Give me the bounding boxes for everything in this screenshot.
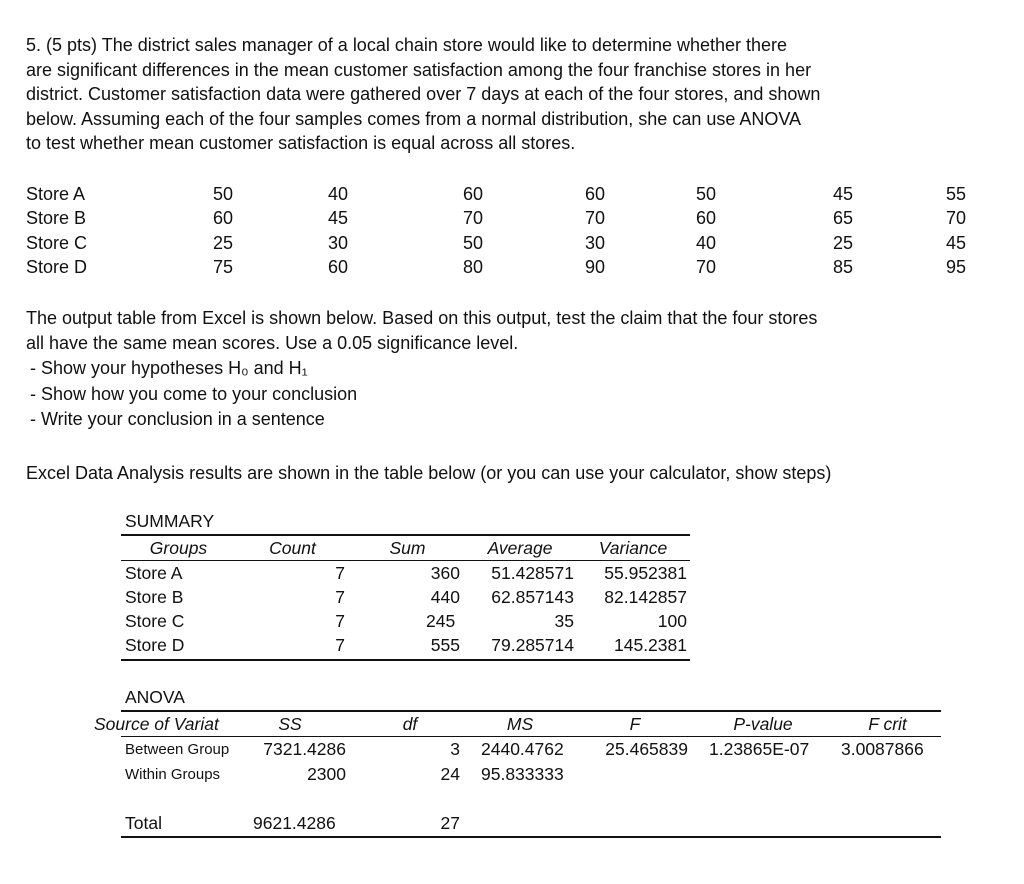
summary-row-variance: 55.952381 <box>604 563 687 583</box>
question-line: below. Assuming each of the four samples comes from a normal distribution, she can use ANOVA <box>26 108 802 129</box>
summary-row-count: 7 <box>335 611 345 631</box>
summary-header-rule <box>121 560 690 561</box>
data-value: 70 <box>462 208 483 228</box>
summary-row-group: Store B <box>125 587 184 607</box>
anova-header-pvalue: P-value <box>733 714 793 734</box>
summary-row-variance: 100 <box>657 611 687 631</box>
anova-row-ss: 2300 <box>307 764 346 784</box>
question-line: are significant differences in the mean customer satisfaction among the four franchise stores in her <box>26 59 812 80</box>
summary-row-average: 62.857143 <box>491 587 574 607</box>
data-row-store-a <box>26 182 1006 206</box>
data-value: 25 <box>832 233 853 253</box>
anova-header-ms: MS <box>506 714 534 734</box>
anova-header-source: Source of Variat <box>94 714 219 734</box>
anova-total-ss: 9621.4286 <box>253 813 336 833</box>
data-value: 30 <box>327 233 348 253</box>
instruction-bullets <box>30 356 357 433</box>
row-label: Store C <box>26 233 88 253</box>
summary-row-count: 7 <box>335 635 345 655</box>
summary-row-count: 7 <box>335 563 345 583</box>
summary-header-variance: Variance <box>598 538 668 558</box>
row-label: Store A <box>26 184 86 204</box>
anova-row-df: 24 <box>440 764 460 784</box>
data-value: 75 <box>212 257 233 277</box>
summary-header-groups: Groups <box>149 538 208 558</box>
bullet-item: - Show your hypotheses H₀ and H₁ <box>30 358 308 378</box>
data-value: 50 <box>462 233 483 253</box>
data-value: 50 <box>212 184 233 204</box>
summary-header-count: Count <box>269 538 316 558</box>
anova-row-source: Between Group <box>125 741 230 758</box>
data-value: 40 <box>327 184 348 204</box>
anova-title: ANOVA <box>125 687 185 707</box>
summary-row-average: 79.285714 <box>491 635 574 655</box>
summary-row-variance: 145.2381 <box>614 635 687 655</box>
data-value: 55 <box>945 184 966 204</box>
question-line: to test whether mean customer satisfaction is equal across all stores. <box>26 133 576 153</box>
anova-row-fcrit: 3.0087866 <box>841 739 924 759</box>
data-value: 60 <box>695 208 716 228</box>
data-value: 45 <box>327 208 348 228</box>
data-row-store-d <box>26 255 1006 279</box>
excel-note <box>26 461 831 486</box>
anova-row-f: 25.465839 <box>605 739 688 759</box>
anova-header-ss: SS <box>278 714 302 734</box>
data-value: 60 <box>327 257 348 277</box>
data-value: 80 <box>462 257 483 277</box>
data-value: 60 <box>584 184 605 204</box>
summary-row-group: Store C <box>125 611 185 631</box>
data-value: 25 <box>212 233 233 253</box>
data-value: 85 <box>832 257 853 277</box>
data-value: 90 <box>584 257 605 277</box>
data-value: 60 <box>212 208 233 228</box>
data-value: 45 <box>945 233 966 253</box>
data-value: 95 <box>945 257 966 277</box>
summary-row-count: 7 <box>335 587 345 607</box>
anova-bottom-rule <box>121 836 941 838</box>
data-value: 70 <box>695 257 716 277</box>
question-line: district. Customer satisfaction data were gathered over 7 days at each of the four stores, and shown <box>26 84 821 104</box>
summary-row-sum: 555 <box>430 635 460 655</box>
summary-row-average: 35 <box>554 611 574 631</box>
summary-row-group: Store A <box>125 563 183 583</box>
summary-row-average: 51.428571 <box>491 563 574 583</box>
anova-row-pvalue: 1.23865E-07 <box>709 739 810 759</box>
summary-row-group: Store D <box>125 635 185 655</box>
data-row-store-c <box>26 231 1006 255</box>
summary-header-average: Average <box>487 538 553 558</box>
anova-row-ms: 2440.4762 <box>481 739 564 759</box>
summary-row-sum: 360 <box>430 563 460 583</box>
anova-total-label: Total <box>125 813 162 833</box>
summary-bottom-rule <box>121 659 690 661</box>
data-value: 50 <box>695 184 716 204</box>
anova-total-df: 27 <box>440 813 460 833</box>
summary-row-variance: 82.142857 <box>604 587 687 607</box>
data-value: 70 <box>584 208 605 228</box>
anova-row-ms: 95.833333 <box>481 764 564 784</box>
anova-row-df: 3 <box>450 739 460 759</box>
instruction-line: all have the same mean scores. Use a 0.05 significance level. <box>26 332 519 353</box>
data-value: 70 <box>945 208 966 228</box>
data-value: 45 <box>832 184 853 204</box>
excel-note-line: Excel Data Analysis results are shown in the table below (or you can use your calculator, show steps) <box>26 463 832 483</box>
instructions-text <box>26 306 817 355</box>
summary-row-sum: 245 <box>426 611 456 631</box>
question-text <box>26 33 820 156</box>
row-label: Store D <box>26 257 88 277</box>
anova-row-ss: 7321.4286 <box>263 739 346 759</box>
summary-header-sum: Sum <box>389 538 426 558</box>
anova-row-source: Within Groups <box>125 766 221 783</box>
data-value: 65 <box>832 208 853 228</box>
data-value: 40 <box>695 233 716 253</box>
anova-header-df: df <box>402 714 418 734</box>
bullet-item: - Show how you come to your conclusion <box>30 383 358 404</box>
data-value: 60 <box>462 184 483 204</box>
summary-title: SUMMARY <box>125 511 215 531</box>
summary-top-rule <box>121 534 690 536</box>
data-value: 30 <box>584 233 605 253</box>
row-label: Store B <box>26 208 87 228</box>
summary-row-sum: 440 <box>430 587 460 607</box>
anova-top-rule <box>121 710 941 712</box>
data-row-store-b <box>26 206 1006 230</box>
instruction-line: The output table from Excel is shown below. Based on this output, test the claim that the four stores <box>26 308 818 328</box>
question-line: 5. (5 pts) The district sales manager of a local chain store would like to determine whether there <box>26 35 788 55</box>
anova-header-f: F <box>629 714 641 734</box>
bullet-item: - Write your conclusion in a sentence <box>30 409 325 429</box>
anova-header-fcrit: F crit <box>868 714 907 734</box>
anova-header-rule <box>121 736 941 737</box>
